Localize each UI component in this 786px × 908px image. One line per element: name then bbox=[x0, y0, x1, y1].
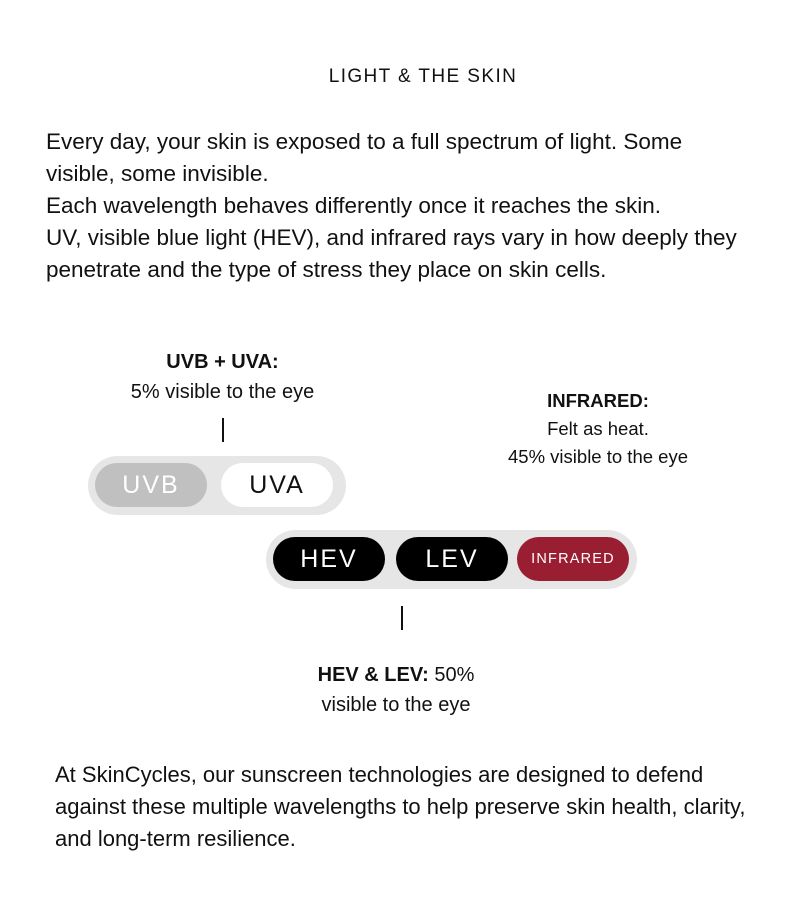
hev-lev-callout-tick bbox=[401, 606, 403, 630]
intro-line-1: Every day, your skin is exposed to a full spectrum of light. Some visible, some invisible. bbox=[46, 129, 683, 186]
page-title: LIGHT & THE SKIN bbox=[328, 66, 518, 87]
hev-lev-callout-percent: 50% bbox=[434, 664, 475, 686]
lev-band-label: LEV bbox=[425, 544, 479, 573]
intro-line-3: UV, visible blue light (HEV), and infrared rays vary in how deeply they penetrate and the type of stress they place on skin cells. bbox=[46, 225, 737, 282]
hev-band-label: HEV bbox=[300, 544, 358, 573]
infrared-callout-line-2: 45% visible to the eye bbox=[508, 446, 688, 467]
hev-band bbox=[273, 537, 385, 581]
uv-band-track bbox=[88, 456, 346, 515]
intro-paragraph bbox=[46, 126, 756, 286]
uvb-band-label: UVB bbox=[122, 470, 180, 499]
uv-callout-text: 5% visible to the eye bbox=[130, 381, 315, 403]
uvb-band bbox=[95, 463, 207, 507]
hev-lev-callout-line-2: visible to the eye bbox=[321, 694, 471, 716]
infrared-callout-heading: INFRARED: bbox=[547, 390, 649, 411]
infrared-band bbox=[517, 537, 629, 581]
uva-band-label: UVA bbox=[249, 470, 305, 499]
intro-line-2: Each wavelength behaves differently once it reaches the skin. bbox=[46, 193, 661, 218]
lev-band bbox=[396, 537, 508, 581]
hev-lev-callout-heading: HEV & LEV: bbox=[317, 664, 429, 686]
outro-paragraph: At SkinCycles, our sunscreen technologies are designed to defend against these multiple wavelengths to help preserve skin health, clarity, and long-term resilience. bbox=[55, 762, 746, 851]
hev-lev-callout-line-1 bbox=[296, 660, 496, 690]
uva-band bbox=[221, 463, 333, 507]
infrared-callout bbox=[478, 387, 718, 471]
visible-band-track bbox=[266, 530, 637, 589]
uv-callout-tick bbox=[222, 418, 224, 442]
uv-callout bbox=[100, 347, 345, 407]
infrared-callout-line-1: Felt as heat. bbox=[547, 418, 649, 439]
hev-lev-callout bbox=[296, 660, 496, 720]
uv-callout-heading: UVB + UVA: bbox=[166, 351, 279, 373]
infrared-band-label: INFRARED bbox=[531, 551, 615, 567]
